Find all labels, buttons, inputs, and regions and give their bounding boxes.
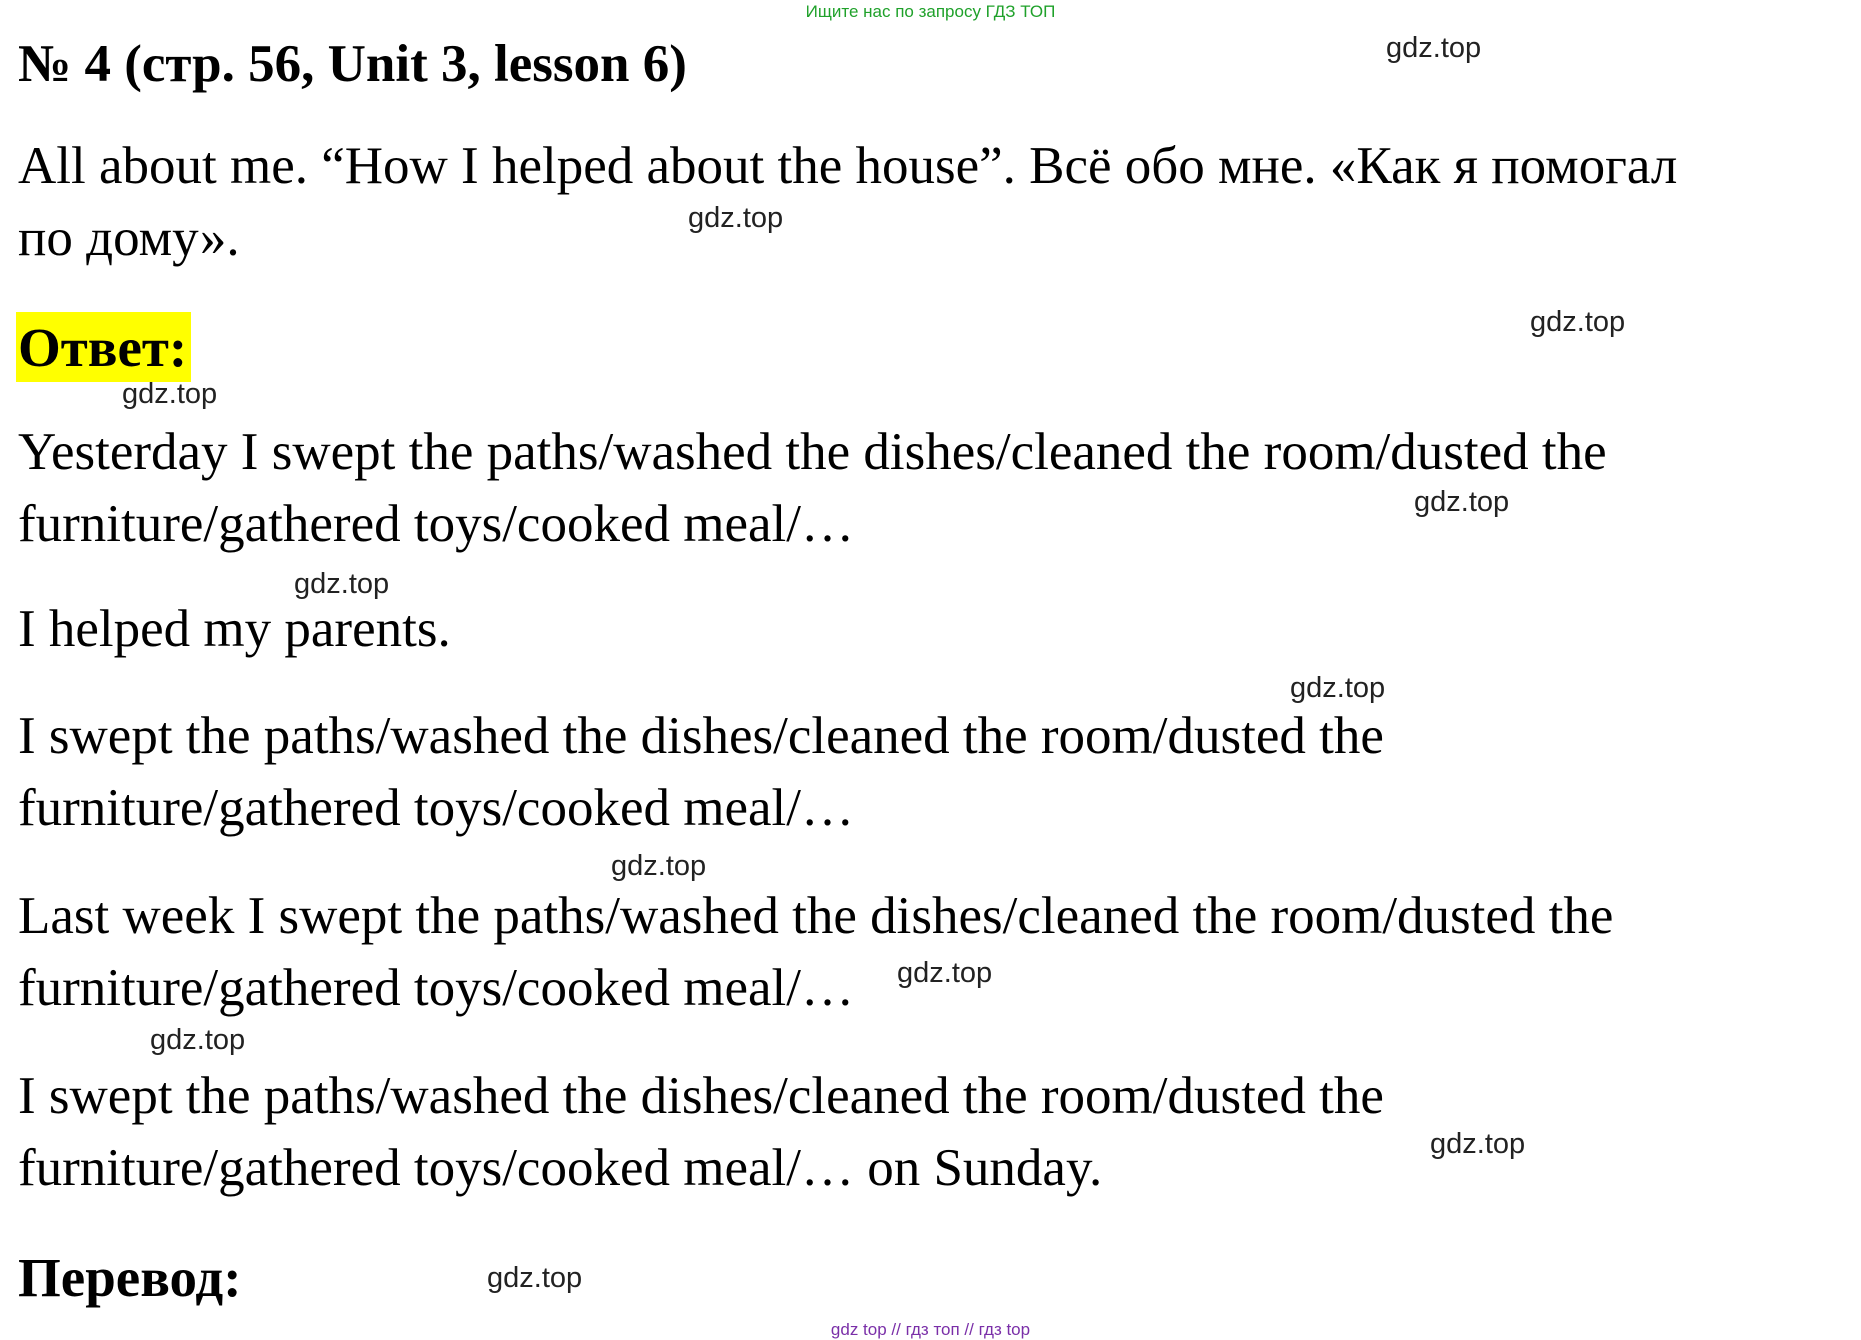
answer-paragraph-5-line-1: I swept the paths/washed the dishes/cleaned the room/dusted the — [18, 1067, 1384, 1125]
answer-paragraph-3-line-1: I swept the paths/washed the dishes/cleaned the room/dusted the — [18, 707, 1384, 765]
bottom-banner: gdz top // гдз топ // гдз top — [830, 1320, 1031, 1339]
task-line-2: по дому». — [18, 209, 240, 267]
answer-paragraph-3-line-2: furniture/gathered toys/cooked meal/… — [18, 779, 854, 837]
answer-paragraph-4-line-1: Last week I swept the paths/washed the dishes/cleaned the room/dusted the — [18, 887, 1614, 945]
answer-paragraph-1-line-2: furniture/gathered toys/cooked meal/… — [18, 495, 854, 553]
watermark: gdz.top — [1290, 672, 1386, 704]
watermark: gdz.top — [688, 202, 784, 234]
watermark: gdz.top — [897, 957, 993, 989]
watermark: gdz.top — [1414, 486, 1510, 518]
answer-paragraph-2: I helped my parents. — [18, 600, 451, 658]
answer-paragraph-4-line-2: furniture/gathered toys/cooked meal/… — [18, 959, 854, 1017]
watermark: gdz.top — [122, 378, 218, 410]
task-line-1: All about me. “How I helped about the house”. Всё обо мне. «Как я помогал — [18, 137, 1678, 195]
watermark: gdz.top — [294, 568, 390, 600]
watermark: gdz.top — [150, 1024, 246, 1056]
answer-paragraph-1-line-1: Yesterday I swept the paths/washed the dishes/cleaned the room/dusted the — [18, 423, 1607, 481]
answer-paragraph-5-line-2: furniture/gathered toys/cooked meal/… on Sunday. — [18, 1139, 1103, 1197]
top-banner: Ищите нас по запросу ГДЗ ТОП — [805, 2, 1056, 21]
task-heading: № 4 (стр. 56, Unit 3, lesson 6) — [18, 35, 687, 93]
watermark: gdz.top — [611, 850, 707, 882]
answer-label: Ответ: — [16, 312, 191, 382]
translation-label: Перевод: — [18, 1247, 242, 1308]
watermark: gdz.top — [1386, 32, 1482, 64]
watermark: gdz.top — [1430, 1128, 1526, 1160]
watermark: gdz.top — [1530, 306, 1626, 338]
watermark: gdz.top — [487, 1262, 583, 1294]
